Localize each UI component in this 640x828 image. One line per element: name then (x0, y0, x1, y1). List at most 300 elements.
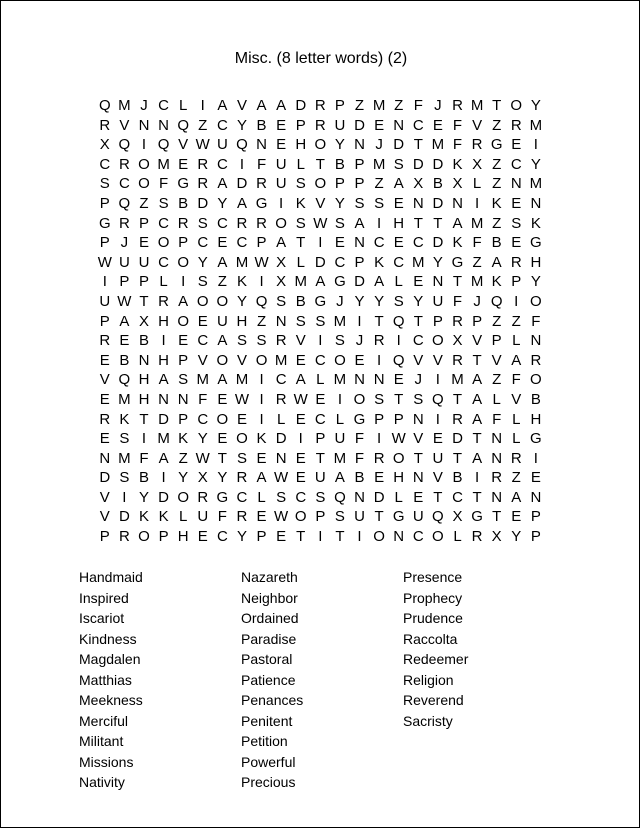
grid-cell[interactable]: N (354, 234, 365, 252)
grid-cell[interactable]: E (276, 528, 287, 546)
grid-cell[interactable]: K (256, 430, 267, 448)
grid-cell[interactable]: R (177, 214, 189, 232)
grid-cell[interactable]: N (138, 116, 150, 134)
grid-cell[interactable]: E (393, 371, 404, 389)
grid-cell[interactable]: L (316, 371, 325, 389)
grid-cell[interactable]: O (392, 449, 405, 467)
grid-cell[interactable]: V (491, 351, 502, 369)
grid-cell[interactable]: E (119, 332, 130, 350)
grid-cell[interactable]: Y (374, 292, 385, 310)
grid-cell[interactable]: H (393, 214, 405, 232)
grid-cell[interactable]: J (355, 332, 364, 350)
grid-cell[interactable]: K (452, 155, 463, 173)
grid-cell[interactable]: A (119, 312, 130, 330)
grid-cell[interactable]: G (471, 508, 483, 526)
grid-cell[interactable]: N (354, 371, 365, 389)
grid-cell[interactable]: E (432, 116, 443, 134)
grid-cell[interactable]: M (118, 97, 131, 114)
grid-cell[interactable]: T (296, 234, 306, 252)
grid-cell[interactable]: Y (236, 528, 247, 546)
grid-cell[interactable]: X (452, 332, 463, 350)
grid-cell[interactable]: O (432, 528, 444, 546)
grid-cell[interactable]: R (99, 410, 111, 428)
grid-cell[interactable]: U (275, 155, 287, 173)
grid-cell[interactable]: Z (178, 449, 188, 467)
grid-cell[interactable]: N (354, 488, 365, 506)
grid-cell[interactable]: Z (492, 175, 502, 193)
grid-cell[interactable]: E (256, 449, 267, 467)
grid-cell[interactable]: T (315, 449, 325, 467)
grid-cell[interactable]: G (216, 488, 229, 506)
grid-cell[interactable]: N (412, 469, 424, 487)
grid-cell[interactable]: K (491, 194, 502, 212)
grid-cell[interactable]: H (530, 253, 542, 271)
grid-cell[interactable]: O (255, 351, 268, 369)
grid-cell[interactable]: V (472, 116, 483, 134)
grid-cell[interactable]: L (394, 488, 403, 506)
grid-cell[interactable]: C (412, 116, 424, 134)
grid-cell[interactable]: W (254, 253, 269, 271)
grid-cell[interactable]: I (474, 469, 480, 487)
grid-cell[interactable]: P (119, 273, 130, 291)
grid-cell[interactable]: A (334, 469, 345, 487)
grid-cell[interactable]: R (452, 410, 463, 428)
grid-cell[interactable]: O (177, 253, 189, 271)
grid-cell[interactable]: P (334, 175, 345, 193)
grid-cell[interactable]: P (374, 410, 385, 428)
grid-cell[interactable]: M (294, 273, 307, 291)
grid-cell[interactable]: D (432, 194, 444, 212)
grid-cell[interactable]: B (138, 332, 149, 350)
grid-cell[interactable]: X (99, 136, 110, 154)
grid-cell[interactable]: T (374, 312, 384, 330)
grid-cell[interactable]: R (373, 332, 385, 350)
grid-cell[interactable]: A (472, 410, 483, 428)
grid-cell[interactable]: H (138, 371, 150, 389)
grid-cell[interactable]: N (510, 175, 522, 193)
grid-cell[interactable]: C (216, 155, 228, 173)
grid-cell[interactable]: R (452, 312, 463, 330)
grid-cell[interactable]: R (118, 214, 130, 232)
grid-cell[interactable]: Q (432, 508, 444, 526)
grid-cell[interactable]: S (315, 312, 326, 330)
grid-cell[interactable]: J (120, 234, 129, 252)
grid-cell[interactable]: N (530, 194, 542, 212)
grid-cell[interactable]: Y (530, 97, 541, 114)
grid-cell[interactable]: R (275, 332, 287, 350)
grid-cell[interactable]: J (473, 292, 481, 310)
grid-cell[interactable]: X (452, 508, 463, 526)
grid-cell[interactable]: A (472, 390, 483, 408)
grid-cell[interactable]: L (472, 175, 482, 193)
grid-cell[interactable]: E (256, 508, 267, 526)
grid-cell[interactable]: E (197, 312, 208, 330)
grid-cell[interactable]: Z (374, 175, 384, 193)
grid-cell[interactable]: L (276, 410, 286, 428)
grid-cell[interactable]: P (393, 410, 404, 428)
grid-cell[interactable]: F (511, 371, 521, 389)
grid-cell[interactable]: N (530, 332, 542, 350)
grid-cell[interactable]: G (530, 234, 542, 252)
grid-cell[interactable]: M (431, 136, 445, 154)
grid-cell[interactable]: E (276, 136, 287, 154)
grid-cell[interactable]: E (354, 351, 365, 369)
grid-cell[interactable]: F (452, 116, 463, 134)
grid-cell[interactable]: V (413, 351, 424, 369)
grid-cell[interactable]: D (393, 136, 405, 154)
grid-cell[interactable]: K (295, 194, 306, 212)
grid-cell[interactable]: O (216, 410, 229, 428)
grid-cell[interactable]: R (256, 214, 267, 232)
grid-cell[interactable]: F (531, 312, 541, 330)
grid-cell[interactable]: A (511, 488, 522, 506)
grid-cell[interactable]: Q (432, 390, 444, 408)
grid-cell[interactable]: O (138, 528, 150, 546)
grid-cell[interactable]: I (377, 214, 382, 232)
grid-cell[interactable]: D (295, 97, 307, 114)
grid-cell[interactable]: S (393, 292, 404, 310)
grid-cell[interactable]: U (197, 508, 209, 526)
grid-cell[interactable]: R (491, 469, 503, 487)
grid-cell[interactable]: T (413, 449, 423, 467)
grid-cell[interactable]: A (178, 292, 189, 310)
grid-cell[interactable]: N (158, 390, 169, 408)
grid-cell[interactable]: I (141, 136, 147, 154)
grid-cell[interactable]: P (354, 175, 365, 193)
grid-cell[interactable]: R (256, 175, 267, 193)
grid-cell[interactable]: Z (492, 214, 502, 232)
grid-cell[interactable]: Y (197, 430, 208, 448)
grid-cell[interactable]: R (236, 469, 248, 487)
grid-cell[interactable]: A (158, 449, 169, 467)
grid-cell[interactable]: U (432, 292, 444, 310)
grid-cell[interactable]: P (178, 234, 189, 252)
grid-cell[interactable]: O (138, 175, 150, 193)
grid-cell[interactable]: C (334, 253, 346, 271)
grid-cell[interactable]: R (118, 528, 130, 546)
grid-cell[interactable]: V (236, 351, 247, 369)
grid-cell[interactable]: I (337, 390, 342, 408)
grid-cell[interactable]: X (138, 312, 149, 330)
grid-cell[interactable]: W (391, 430, 406, 448)
grid-cell[interactable]: A (217, 175, 228, 193)
grid-cell[interactable]: V (315, 194, 326, 212)
grid-cell[interactable]: I (259, 390, 264, 408)
grid-cell[interactable]: B (432, 175, 443, 193)
grid-cell[interactable]: P (354, 155, 365, 173)
grid-cell[interactable]: S (511, 214, 522, 232)
grid-cell[interactable]: E (276, 116, 287, 134)
grid-cell[interactable]: C (510, 155, 522, 173)
grid-cell[interactable]: X (491, 528, 502, 546)
grid-cell[interactable]: P (99, 234, 110, 252)
grid-cell[interactable]: M (412, 253, 425, 271)
grid-cell[interactable]: Q (157, 136, 170, 154)
grid-cell[interactable]: S (236, 449, 247, 467)
grid-cell[interactable]: T (492, 508, 502, 526)
grid-cell[interactable]: M (451, 371, 464, 389)
grid-cell[interactable]: Y (236, 116, 247, 134)
grid-cell[interactable]: R (452, 97, 463, 114)
grid-cell[interactable]: W (274, 469, 289, 487)
grid-cell[interactable]: R (197, 488, 209, 506)
grid-cell[interactable]: B (530, 390, 541, 408)
grid-cell[interactable]: T (413, 312, 423, 330)
grid-cell[interactable]: C (216, 528, 228, 546)
grid-cell[interactable]: E (178, 332, 189, 350)
grid-cell[interactable]: F (217, 508, 227, 526)
grid-cell[interactable]: Z (217, 273, 227, 291)
grid-cell[interactable]: O (314, 136, 327, 154)
grid-cell[interactable]: B (119, 351, 130, 369)
grid-cell[interactable]: P (315, 508, 326, 526)
grid-cell[interactable]: Z (492, 371, 502, 389)
grid-cell[interactable]: R (510, 449, 522, 467)
grid-cell[interactable]: D (158, 410, 169, 428)
grid-cell[interactable]: K (491, 273, 502, 291)
grid-cell[interactable]: M (196, 371, 210, 389)
grid-cell[interactable]: L (159, 273, 168, 291)
grid-cell[interactable]: R (471, 136, 483, 154)
grid-cell[interactable]: N (452, 194, 463, 212)
grid-cell[interactable]: E (217, 430, 228, 448)
grid-cell[interactable]: O (334, 351, 346, 369)
grid-cell[interactable]: U (334, 116, 346, 134)
grid-cell[interactable]: K (374, 253, 385, 271)
grid-cell[interactable]: O (353, 390, 366, 408)
grid-cell[interactable]: M (529, 175, 543, 193)
grid-cell[interactable]: N (491, 430, 503, 448)
grid-cell[interactable]: O (216, 351, 229, 369)
grid-cell[interactable]: E (315, 390, 326, 408)
grid-cell[interactable]: I (122, 488, 127, 506)
grid-cell[interactable]: S (295, 175, 306, 193)
grid-cell[interactable]: M (118, 390, 131, 408)
grid-cell[interactable]: G (451, 253, 464, 271)
grid-cell[interactable]: H (177, 528, 189, 546)
grid-cell[interactable]: T (139, 410, 149, 428)
grid-cell[interactable]: R (236, 508, 248, 526)
grid-cell[interactable]: U (432, 449, 444, 467)
grid-cell[interactable]: N (491, 488, 503, 506)
grid-cell[interactable]: J (375, 136, 383, 154)
grid-cell[interactable]: A (217, 97, 228, 114)
grid-cell[interactable]: Y (511, 528, 522, 546)
grid-cell[interactable]: E (99, 351, 110, 369)
grid-cell[interactable]: O (373, 528, 385, 546)
grid-cell[interactable]: Y (138, 488, 149, 506)
grid-cell[interactable]: S (99, 175, 110, 193)
grid-cell[interactable]: D (314, 253, 326, 271)
grid-cell[interactable]: R (275, 390, 287, 408)
grid-cell[interactable]: O (314, 175, 327, 193)
grid-cell[interactable]: V (119, 116, 130, 134)
grid-cell[interactable]: K (236, 273, 247, 291)
grid-cell[interactable]: P (432, 312, 443, 330)
grid-cell[interactable]: U (118, 253, 130, 271)
grid-cell[interactable]: B (491, 234, 502, 252)
grid-cell[interactable]: B (354, 469, 365, 487)
grid-cell[interactable]: E (511, 136, 522, 154)
grid-cell[interactable]: H (158, 351, 169, 369)
grid-cell[interactable]: S (334, 214, 345, 232)
grid-cell[interactable]: T (452, 390, 463, 408)
grid-cell[interactable]: S (315, 488, 326, 506)
grid-cell[interactable]: D (432, 155, 444, 173)
grid-cell[interactable]: A (315, 273, 326, 291)
grid-cell[interactable]: Y (236, 292, 247, 310)
grid-cell[interactable]: C (412, 528, 424, 546)
grid-cell[interactable]: I (161, 332, 166, 350)
grid-cell[interactable]: P (138, 273, 149, 291)
grid-cell[interactable]: U (216, 312, 228, 330)
grid-cell[interactable]: P (334, 97, 345, 114)
grid-cell[interactable]: C (412, 332, 424, 350)
grid-cell[interactable]: M (157, 155, 170, 173)
grid-cell[interactable]: F (452, 136, 463, 154)
grid-cell[interactable]: G (334, 273, 346, 291)
grid-cell[interactable]: E (99, 390, 110, 408)
grid-cell[interactable]: L (453, 528, 462, 546)
grid-cell[interactable]: E (295, 469, 306, 487)
grid-cell[interactable]: Z (492, 312, 502, 330)
grid-cell[interactable]: A (374, 273, 385, 291)
grid-cell[interactable]: D (275, 430, 287, 448)
grid-cell[interactable]: R (530, 351, 542, 369)
grid-cell[interactable]: S (374, 194, 385, 212)
grid-cell[interactable]: S (236, 332, 247, 350)
grid-cell[interactable]: S (413, 390, 424, 408)
grid-cell[interactable]: F (158, 175, 169, 193)
grid-cell[interactable]: H (393, 469, 405, 487)
grid-cell[interactable]: S (334, 332, 345, 350)
grid-cell[interactable]: Q (490, 292, 503, 310)
grid-cell[interactable]: L (492, 390, 501, 408)
grid-cell[interactable]: C (216, 116, 228, 134)
grid-cell[interactable]: A (158, 371, 169, 389)
grid-cell[interactable]: G (392, 508, 405, 526)
grid-cell[interactable]: C (314, 410, 326, 428)
grid-cell[interactable]: D (354, 273, 365, 291)
grid-cell[interactable]: T (452, 273, 463, 291)
grid-cell[interactable]: M (372, 97, 386, 114)
grid-cell[interactable]: E (138, 234, 149, 252)
grid-cell[interactable]: J (336, 292, 344, 310)
grid-cell[interactable]: P (256, 528, 267, 546)
grid-cell[interactable]: O (510, 97, 523, 114)
grid-cell[interactable]: I (298, 430, 303, 448)
grid-cell[interactable]: E (393, 194, 404, 212)
grid-cell[interactable]: R (373, 449, 385, 467)
grid-cell[interactable]: I (239, 155, 245, 173)
grid-cell[interactable]: J (434, 97, 442, 114)
grid-cell[interactable]: Z (511, 312, 521, 330)
grid-cell[interactable]: G (530, 430, 542, 448)
grid-cell[interactable]: P (354, 253, 365, 271)
grid-cell[interactable]: S (354, 194, 365, 212)
grid-cell[interactable]: L (257, 488, 266, 506)
grid-cell[interactable]: O (157, 234, 170, 252)
grid-cell[interactable]: B (295, 292, 306, 310)
grid-cell[interactable]: I (181, 273, 186, 291)
grid-cell[interactable]: I (259, 273, 264, 291)
grid-cell[interactable]: U (275, 175, 287, 193)
grid-cell[interactable]: X (276, 253, 287, 271)
grid-cell[interactable]: A (276, 97, 287, 114)
grid-cell[interactable]: R (99, 332, 111, 350)
grid-cell[interactable]: P (511, 273, 522, 291)
grid-cell[interactable]: T (139, 292, 149, 310)
grid-cell[interactable]: T (217, 449, 227, 467)
grid-cell[interactable]: Z (256, 312, 267, 330)
grid-cell[interactable]: I (377, 430, 382, 448)
grid-cell[interactable]: K (138, 508, 149, 526)
grid-cell[interactable]: D (118, 508, 130, 526)
grid-cell[interactable]: C (236, 234, 248, 252)
grid-cell[interactable]: J (140, 97, 148, 114)
grid-cell[interactable]: X (472, 155, 483, 173)
grid-cell[interactable]: A (393, 175, 404, 193)
grid-cell[interactable]: L (179, 97, 188, 114)
grid-cell[interactable]: T (472, 351, 482, 369)
grid-cell[interactable]: V (432, 469, 443, 487)
grid-cell[interactable]: E (197, 528, 208, 546)
grid-cell[interactable]: G (490, 136, 503, 154)
grid-cell[interactable]: T (315, 155, 325, 173)
grid-cell[interactable]: T (374, 508, 384, 526)
grid-cell[interactable]: L (296, 155, 305, 173)
grid-cell[interactable]: S (276, 488, 287, 506)
grid-cell[interactable]: A (295, 371, 306, 389)
grid-cell[interactable]: E (413, 273, 424, 291)
grid-cell[interactable]: M (235, 371, 249, 389)
grid-cell[interactable]: C (158, 214, 169, 232)
grid-cell[interactable]: N (354, 136, 365, 154)
grid-cell[interactable]: I (533, 449, 538, 467)
grid-cell[interactable]: E (374, 116, 385, 134)
grid-cell[interactable]: C (236, 488, 248, 506)
grid-cell[interactable]: V (99, 371, 110, 389)
grid-cell[interactable]: M (470, 273, 484, 291)
grid-cell[interactable]: G (177, 175, 189, 193)
grid-cell[interactable]: S (334, 508, 345, 526)
grid-cell[interactable]: Q (392, 351, 405, 369)
grid-cell[interactable]: U (354, 508, 365, 526)
grid-cell[interactable]: E (99, 430, 110, 448)
grid-cell[interactable]: V (197, 351, 208, 369)
grid-cell[interactable]: T (296, 528, 306, 546)
grid-cell[interactable]: G (255, 194, 268, 212)
grid-cell[interactable]: W (234, 390, 250, 408)
grid-cell[interactable]: J (414, 371, 423, 389)
grid-cell[interactable]: C (275, 371, 287, 389)
grid-cell[interactable]: A (256, 97, 267, 114)
grid-cell[interactable]: H (138, 390, 150, 408)
grid-cell[interactable]: N (177, 390, 189, 408)
grid-cell[interactable]: D (99, 469, 111, 487)
grid-cell[interactable]: C (99, 155, 111, 173)
grid-cell[interactable]: L (512, 430, 521, 448)
grid-cell[interactable]: N (158, 116, 169, 134)
grid-cell[interactable]: S (295, 312, 306, 330)
grid-cell[interactable]: E (530, 469, 541, 487)
grid-cell[interactable]: R (99, 116, 111, 134)
grid-cell[interactable]: R (158, 292, 169, 310)
grid-cell[interactable]: V (432, 351, 443, 369)
grid-cell[interactable]: E (178, 155, 189, 173)
grid-cell[interactable]: Z (492, 155, 502, 173)
grid-cell[interactable]: O (177, 488, 189, 506)
